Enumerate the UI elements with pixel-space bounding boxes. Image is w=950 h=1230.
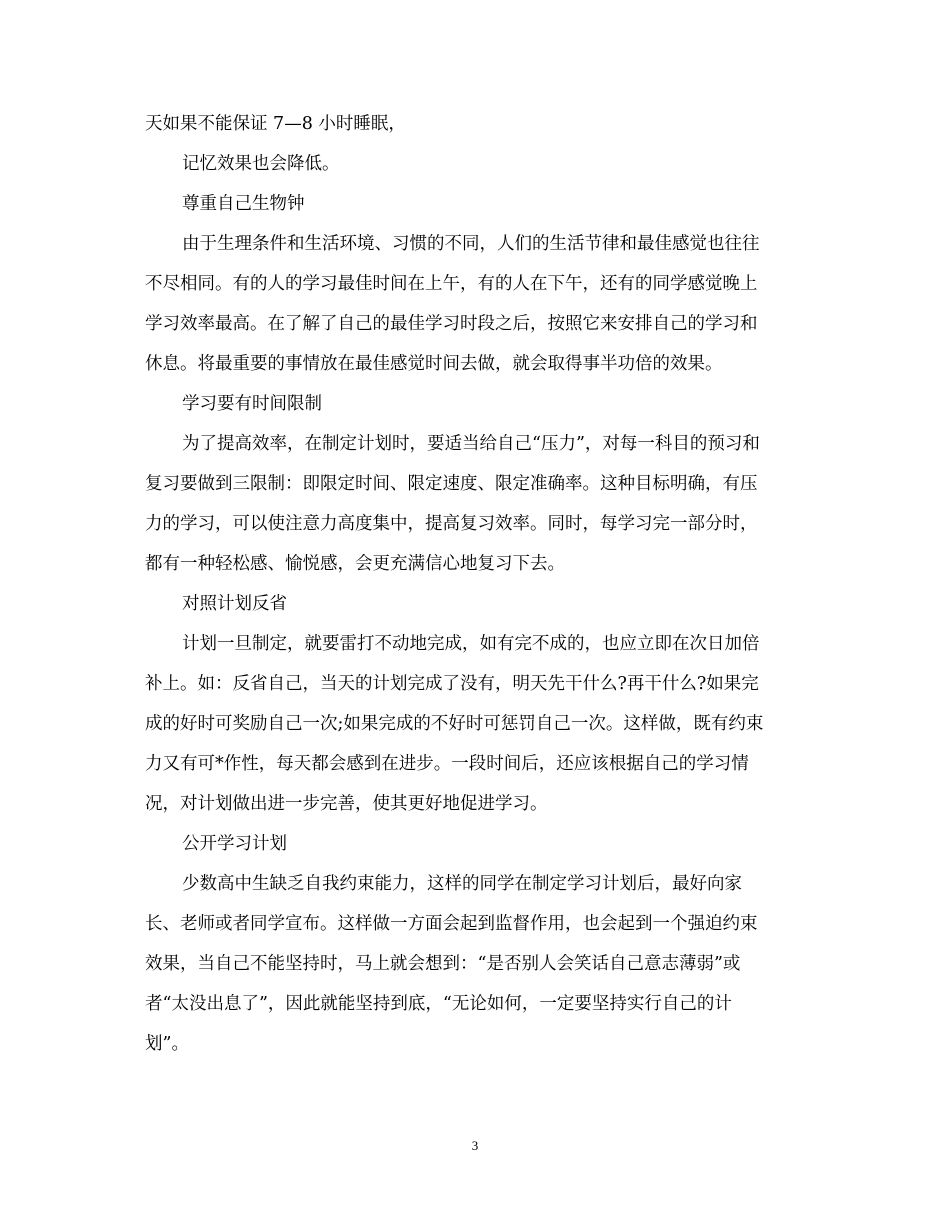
text-line: 补上。如：反省自己，当天的计划完成了没有，明天先干什么?再干什么?如果完 — [145, 674, 759, 694]
text-line: 划”。 — [145, 1034, 189, 1054]
text-line: 力的学习，可以使注意力高度集中，提高复习效率。同时，每学习完一部分时， — [145, 514, 758, 534]
text-line: 休息。将最重要的事情放在最佳感觉时间去做，就会取得事半功倍的效果。 — [145, 354, 723, 374]
section-heading: 尊重自己生物钟 — [182, 194, 305, 214]
text-line: 少数高中生缺乏自我约束能力，这样的同学在制定学习计划后，最好向家 — [182, 874, 742, 894]
text-line: 力又有可*作性，每天都会感到在进步。一段时间后，还应该根据自己的学习情 — [145, 754, 749, 774]
text-line: 者“太没出息了”，因此就能坚持到底，“无论如何，一定要坚持实行自己的计 — [145, 994, 732, 1014]
text-line: 不尽相同。有的人的学习最佳时间在上午，有的人在下午，还有的同学感觉晚上 — [145, 274, 758, 294]
section-heading: 公开学习计划 — [182, 834, 287, 854]
text-line: 都有一种轻松感、愉悦感，会更充满信心地复习下去。 — [145, 554, 565, 574]
text-line: 效果，当自己不能坚持时，马上就会想到：“是否别人会笑话自己意志薄弱”或 — [145, 954, 741, 974]
text-line: 成的好时可奖励自己一次;如果完成的不好时可惩罚自己一次。这样做，既有约束 — [145, 714, 764, 734]
text-line: 复习要做到三限制：即限定时间、限定速度、限定准确率。这种目标明确，有压 — [145, 474, 758, 494]
text-line: 天如果不能保证 7—8 小时睡眠， — [145, 114, 406, 134]
text-line: 记忆效果也会降低。 — [182, 154, 340, 174]
page-number: 3 — [471, 1138, 479, 1153]
text-line: 长、老师或者同学宣布。这样做一方面会起到监督作用，也会起到一个强迫约束 — [145, 914, 758, 934]
text-line: 为了提高效率，在制定计划时，要适当给自己“压力”，对每一科目的预习和 — [182, 434, 760, 454]
text-line: 学习效率最高。在了解了自己的最佳学习时段之后，按照它来安排自己的学习和 — [145, 314, 758, 334]
text-line: 计划一旦制定，就要雷打不动地完成，如有完不成的，也应立即在次日加倍 — [182, 634, 760, 654]
text-line: 况，对计划做出进一步完善，使其更好地促进学习。 — [145, 794, 548, 814]
text-line: 由于生理条件和生活环境、习惯的不同，人们的生活节律和最佳感觉也往往 — [182, 234, 760, 254]
section-heading: 学习要有时间限制 — [182, 394, 322, 414]
section-heading: 对照计划反省 — [182, 594, 287, 614]
